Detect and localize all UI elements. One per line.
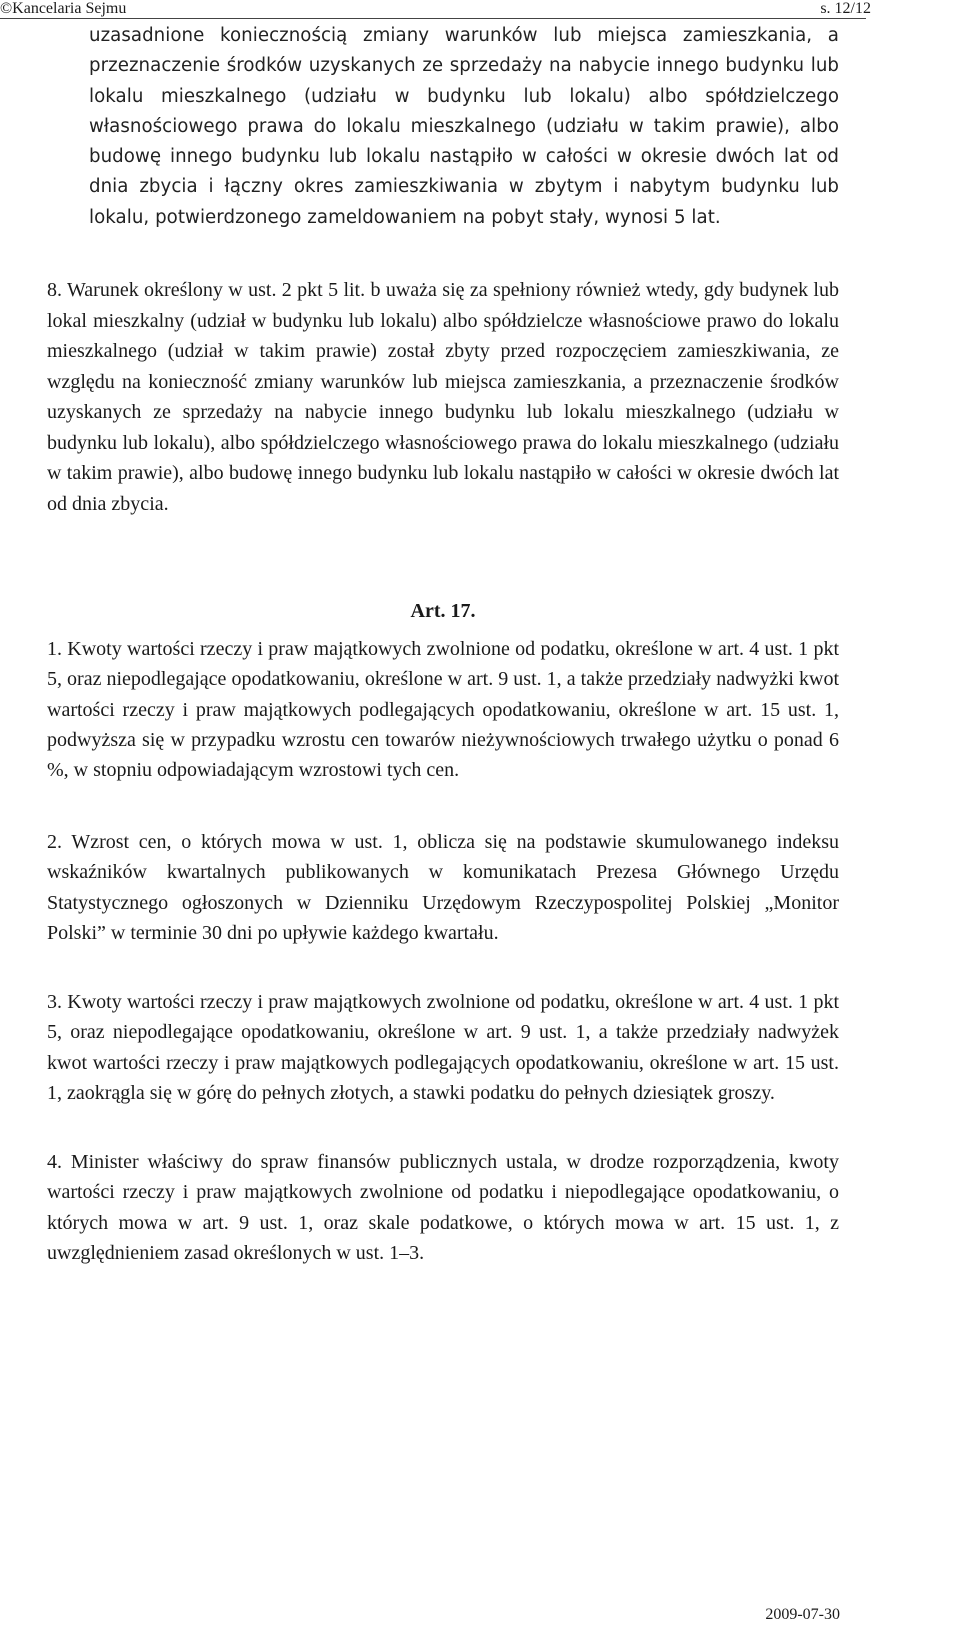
article-paragraph-1: 1. Kwoty wartości rzeczy i praw majątkowych zwolnione od podatku, określone w art. 4 ust. 1 pkt 5, oraz niepodlegające opodatkowaniu, określone w art. 9 ust. 1, a także przedziały nadwyżki kwot wartości rzeczy i praw majątkowych podlegających opodatkowaniu, określone w art. 15 ust. 1, podwyższa się w przypadku wzrostu cen towarów nieżywnościowych trwałego użytku o ponad 6 %, w stopniu odpowiadającym wzrostowi tych cen.	[47, 638, 839, 782]
footer-date: 2009-07-30	[765, 1606, 840, 1623]
article-paragraph-4: 4. Minister właściwy do spraw finansów publicznych ustala, w drodze rozporządzenia, kwoty wartości rzeczy i praw majątkowych zwolnione od podatku i niepodlegające opodatkowaniu, o których mowa w art. 9 ust. 1, oraz skale podatkowe, o których mowa w art. 15 ust. 1, z uwzględnieniem zasad określonych w ust. 1–3.	[47, 1151, 839, 1264]
continuation-paragraph: uzasadnione koniecznością zmiany warunków lub miejsca zamieszkania, a przeznaczenie środków uzyskanych ze sprzedaży na nabycie innego budynku lub lokalu mieszkalnego (udziału w budynku lub lokalu) albo spółdzielczego własnościowego prawa do lokalu mieszkalnego (udziału w takim prawie), albo budowę innego budynku lub lokalu nastąpiło w całości w okresie dwóch lat od dnia zbycia i łączny okres zamieszkiwania w zbytym i nabytym budynku lub lokalu, potwierdzonego zameldowaniem na pobyt stały, wynosi 5 lat.	[89, 25, 839, 228]
article-paragraph-3: 3. Kwoty wartości rzeczy i praw majątkowych zwolnione od podatku, określone w art. 4 ust. 1 pkt 5, oraz niepodlegające opodatkowaniu, określone w art. 9 ust. 1, a także przedziały nadwyżek kwot wartości rzeczy i praw majątkowych podlegających opodatkowaniu, określone w art. 15 ust. 1, zaokrągla się w górę do pełnych złotych, a stawki podatku do pełnych dziesiątek groszy.	[47, 991, 839, 1104]
article-paragraph-2: 2. Wzrost cen, o których mowa w ust. 1, oblicza się na podstawie skumulowanego indeksu wskaźników kwartalnych publikowanych w komunikatach Prezesa Głównego Urzędu Statystycznego ogłoszonych w Dzienniku Urzędowym Rzeczypospolitej Polskiej „Monitor Polski” w terminie 30 dni po upływie każdego kwartału.	[47, 831, 839, 944]
article-heading: Art. 17.	[410, 600, 476, 622]
header-divider	[0, 18, 866, 19]
page-number: s. 12/12	[820, 0, 871, 17]
publisher-label: ©Kancelaria Sejmu	[0, 0, 127, 17]
paragraph-8: 8. Warunek określony w ust. 2 pkt 5 lit. b uważa się za spełniony również wtedy, gdy budynek lub lokal mieszkalny (udział w budynku lub lokalu) albo spółdzielcze własnościowe prawo do lokalu mieszkalnego (udział w takim prawie) został zbyty przed rozpoczęciem zamieszkiwania, ze względu na konieczność zmiany warunków lub miejsca zamieszkania, a przeznaczenie środków uzyskanych ze sprzedaży na nabycie innego budynku lub lokalu mieszkalnego (udziału w budynku lub lokalu), albo spółdzielczego własnościowego prawa do lokalu mieszkalnego (udziału w takim prawie), albo budowę innego budynku lub lokalu nastąpiło w całości w okresie dwóch lat od dnia zbycia.	[47, 279, 839, 515]
page-header	[0, 0, 960, 18]
